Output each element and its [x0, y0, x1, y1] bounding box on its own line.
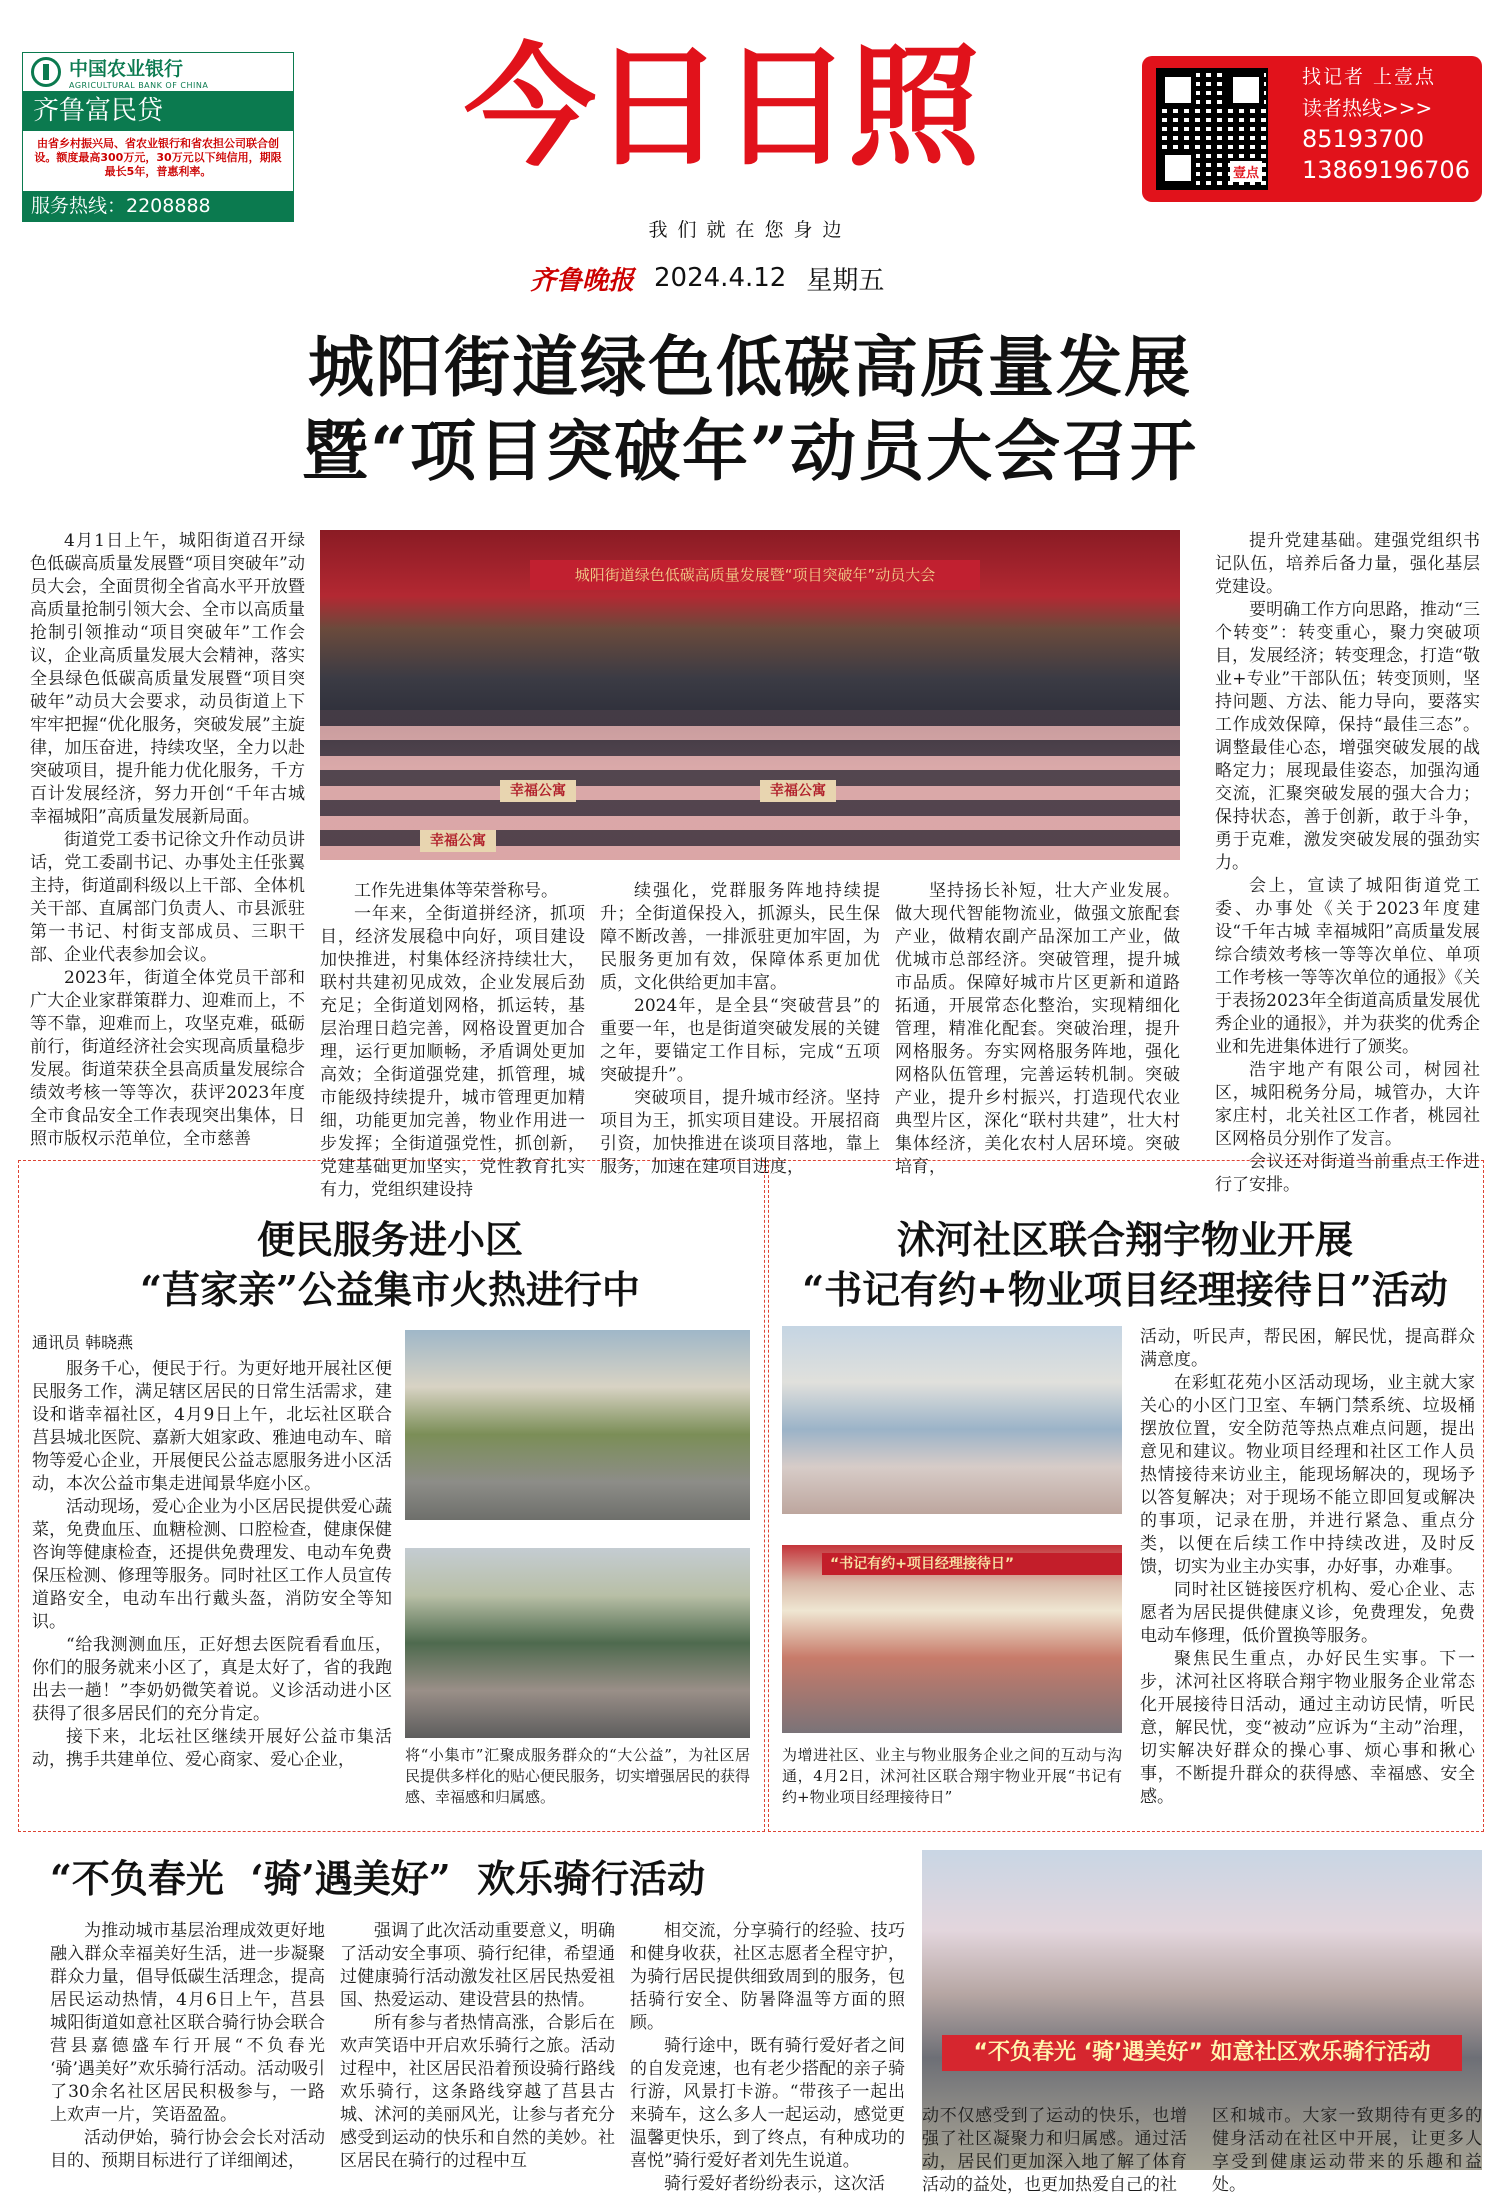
- paragraph: 活动现场，爱心企业为小区居民提供爱心蔬菜，免费血压、血糖检测、口腔检查，健康保健咨询等健康检查，还提供免费理发、电动车免费保压检测、修理等服务。同时社区工作人员宣传道路安全，电动车出行戴头盔，消防安全等知识。: [32, 1497, 392, 1632]
- paragraph: 4月1日上午，城阳街道召开绿色低碳高质量发展暨“项目突破年”动员大会，全面贯彻全省高水平开放暨高质量抢制引领大会、全市以高质量抢制引领推动“项目突破年”工作会议，企业高质量发展大会精神，落实全县绿色低碳高质量发展暨“项目突破年”动员大会要求，动员街道上下牢牢把握“优化服务，突破发展”主旋律，加压奋进，持续攻坚，全力以赴突破项目，提升能力优化服务，千方百计发展经济，努力开创“千年古城 幸福城阳”高质量发展新局面。: [30, 531, 305, 827]
- market-headline: [30, 1215, 750, 1315]
- bank-name-en: AGRICULTURAL BANK OF CHINA: [69, 81, 209, 90]
- paragraph: 坚持扬长补短，壮大产业发展。做大现代智能物流业，做强文旅配套产业，做精农副产品深加工产业，做优城市总部经济。突破管理，提升城市品质。保障好城市片区更新和道路拓通，开展常态化整治，实现精细化管理，精准化配套。突破治理，提升网格服务。夯实网格服务阵地，强化网格队伍管理，完善运转机制。突破产业，提升乡村振兴，打造现代农业典型片区，深化“联村共建”，壮大村集体经济，美化农村人居环境。突破培育，: [895, 881, 1180, 1177]
- seat-sign: 幸福公寓: [760, 780, 836, 802]
- bank-name-cn: 中国农业银行: [69, 58, 184, 80]
- paragraph: 续强化，党群服务阵地持续提升；全街道保投入，抓源头，民生保障不断改善，一排派驻更加牢固，为民服务更加有效，保障体系更加优质，文化供给更加丰富。: [600, 881, 880, 993]
- bank-advertisement: [22, 52, 294, 222]
- ride-photo-banner: “不负春光 ‘骑’遇美好” 如意社区欢乐骑行活动: [942, 2035, 1462, 2071]
- lead-column-1: [30, 530, 305, 1149]
- paragraph: 同时社区链接医疗机构、爱心企业、志愿者为居民提供健康义诊，免费理发，免费电动车修理，低价置换等服务。: [1140, 1580, 1475, 1646]
- issue-date: 2024.4.12: [654, 263, 787, 293]
- property-photo-1: [782, 1326, 1122, 1514]
- paragraph: 要明确工作方向思路，推动“三个转变”：转变重心，聚力突破项目，发展经济；转变理念，打造“敬业+专业”干部队伍；转变顶则，坚持问题、方法、能力导向，要落实工作成效保障，保持“最佳三态”。调整最佳心态，增强突破发展的战略定力；展现最佳姿态，加强沟通交流，汇聚突破发展的强大合力；保持状态，善于创新，敢于斗争，勇于克难，激发突破发展的强劲实力。: [1215, 600, 1480, 873]
- ride-column-1: [50, 1920, 325, 2185]
- paragraph: 为推动城市基层治理成效更好地融入群众幸福美好生活，进一步凝聚群众力量，倡导低碳生活理念，提高居民运动热情，4月6日上午，莒县城阳街道如意社区联合骑行协会联合营县嘉德盛车行开展“不负春光 ‘骑’遇美好”欢乐骑行活动。活动吸引了30余名社区居民积极参与，一路上欢声一片，笑语盈盈。: [50, 1921, 325, 2125]
- property-photo-2: [782, 1545, 1122, 1733]
- bank-ad-header: [23, 53, 293, 91]
- ride-column-2: [340, 1920, 615, 2185]
- hotline-number-2: 13869196706: [1302, 156, 1470, 184]
- market-headline-line2: “莒家亲”公益集市火热进行中: [140, 1267, 640, 1312]
- lead-headline-line1: 城阳街道绿色低碳高质量发展: [308, 328, 1192, 406]
- reader-hotline-box: [1142, 56, 1482, 202]
- paragraph: 骑行途中，既有骑行爱好者之间的自发竞速，也有老少搭配的亲子骑行游，风景打卡游。“带孩子一起出来骑车，这么多人一起运动，感觉更温馨更快乐，到了终点，有种成功的喜悦”骑行爱好者刘先生说道。: [630, 2036, 905, 2171]
- paragraph: 区和城市。大家一致期待有更多的健身活动在社区中开展，让更多人享受到健康运动带来的乐趣和益处。: [1212, 2106, 1482, 2195]
- hall-banner: 城阳街道绿色低碳高质量发展暨“项目突破年”动员大会: [530, 560, 980, 590]
- paragraph: 会上，宣读了城阳街道党工委、办事处《关于2023年度建设“千年古城 幸福城阳”高质量发展综合绩效考核一等等次单位、单项工作考核一等等次单位的通报》《关于表扬2023年全街道高质量发展优秀企业的通报》，并为获奖的优秀企业和先进集体进行了颁奖。: [1215, 876, 1480, 1057]
- qr-logo: 壹点: [1230, 161, 1262, 182]
- hotline-slogan: 找记者 上壹点: [1302, 66, 1437, 88]
- loan-product-name: 齐鲁富民贷: [23, 91, 293, 131]
- bank-hotline: 服务热线：2208888: [23, 191, 293, 221]
- hotline-number-1: 85193700: [1302, 125, 1425, 153]
- paragraph: 2024年，是全县“突破营县”的重要一年，也是街道突破发展的关键之年，要锚定工作目标，完成“五项突破提升”。: [600, 996, 880, 1085]
- market-headline-line1: 便民服务进小区: [256, 1217, 523, 1262]
- abc-logo-icon: [31, 57, 61, 87]
- paragraph: 活动，听民声，帮民困，解民忧，提高群众满意度。: [1140, 1327, 1475, 1370]
- lead-headline: [100, 325, 1400, 493]
- masthead-title: 今日日照: [464, 31, 976, 185]
- property-caption: 为增进社区、业主与物业服务企业之间的互动与沟通，4月2日，沭河社区联合翔宇物业开展“书记有约+物业项目经理接待日”: [782, 1746, 1122, 1806]
- newspaper-name: 齐鲁晚报: [530, 265, 635, 296]
- paragraph: 强调了此次活动重要意义，明确了活动安全事项、骑行纪律，希望通过健康骑行活动激发社区居民热爱祖国、热爱运动、建设营县的热情。: [340, 1921, 615, 2010]
- property-photo-banner: “书记有约+项目经理接待日”: [822, 1553, 1122, 1575]
- ride-headline: “不负春光 ‘骑’遇美好” 欢乐骑行活动: [50, 1856, 706, 1901]
- paragraph: 接下来，北坛社区继续开展好公益市集活动，携手共建单位、爱心商家、爱心企业，: [32, 1727, 392, 1770]
- market-photo-2: [405, 1548, 750, 1738]
- market-column: [32, 1358, 392, 1813]
- ride-column-4: [922, 2105, 1187, 2197]
- masthead-slogan: 我们就在您身边: [648, 219, 852, 241]
- paragraph: 动不仅感受到了运动的快乐，也增强了社区凝聚力和归属感。通过活动，居民们更加深入地了解了体育活动的益处，也更加热爱自己的社: [922, 2106, 1187, 2195]
- property-headline-line2: “书记有约+物业项目经理接待日”活动: [802, 1267, 1448, 1312]
- paragraph: 突破项目，提升城市经济。坚持项目为王，抓实项目建设。开展招商引资，加快推进在谈项目落地，靠上服务，加速在建项目进度，: [600, 1088, 880, 1177]
- paragraph: 2023年，街道全体党员干部和广大企业家群策群力、迎难而上，不等不靠，迎难而上，攻坚克难，砥砺前行，街道经济社会实现高质量稳步发展。街道荣获全县高质量发展综合绩效考核一等等次，获评2023年度全市食品安全工作表现突出集体，日照市版权示范单位，全市慈善: [30, 968, 305, 1149]
- lead-column-3: [600, 880, 880, 1177]
- lead-column-4: [895, 880, 1180, 1177]
- bank-name: [69, 54, 208, 90]
- paragraph: 聚焦民生重点，办好民生实事。下一步，沭河社区将联合翔宇物业服务企业常态化开展接待日活动，通过主动访民情，听民意，解民忧，变“被动”应诉为“主动”治理，切实解决好群众的操心事、烦心事和揪心事，不断提升群众的获得感、幸福感、安全感。: [1140, 1649, 1475, 1807]
- paragraph: 工作先进集体等荣誉称号。: [354, 881, 558, 901]
- property-headline: [775, 1215, 1475, 1315]
- property-headline-line1: 沭河社区联合翔宇物业开展: [896, 1217, 1353, 1262]
- paragraph: 相交流，分享骑行的经验、技巧和健身收获，社区志愿者全程守护，为骑行居民提供细致周到的服务，包括骑行安全、防暑降温等方面的照顾。: [630, 1921, 905, 2033]
- paragraph: 提升党建基础。建强党组织书记队伍，培养后备力量，强化基层党建设。: [1215, 531, 1480, 597]
- paragraph: 服务千心，便民于行。为更好地开展社区便民服务工作，满足辖区居民的日常生活需求，建设和谐幸福社区，4月9日上午，北坛社区联合莒县城北医院、嘉新大姐家政、雅迪电动车、暗物等爱心企业，开展便民公益志愿服务进小区活动，本次公益市集走进闻景华庭小区。: [32, 1359, 392, 1494]
- property-column: [1140, 1326, 1475, 1816]
- lead-headline-line2: 暨“项目突破年”动员大会召开: [302, 412, 1198, 490]
- hotline-text: [1302, 62, 1470, 186]
- ride-column-3: [630, 1920, 905, 2194]
- market-photo-1: [405, 1330, 750, 1520]
- ride-column-5: [1212, 2105, 1482, 2197]
- dateline: [530, 258, 1010, 298]
- paragraph: “给我测测血压，正好想去医院看看血压，你们的服务就来小区了，真是太好了，省的我跑出去一趟！”李奶奶微笑着说。义诊活动进小区获得了很多居民们的充分肯定。: [32, 1635, 392, 1724]
- paragraph: 会议还对街道当前重点工作进行了安排。: [1215, 1152, 1480, 1195]
- meeting-hall-photo: [320, 530, 1180, 860]
- qr-code-icon: [1156, 68, 1268, 190]
- paragraph: 一年来，全街道拼经济，抓项目，经济发展稳中向好，项目建设加快推进，村集体经济持续壮大，联村共建初见成效，企业发展后劲充足；全街道划网格，抓运转，基层治理日趋完善，网格设置更加合理，运行更加顺畅，矛盾调处更加高效；全街道强党建，抓管理，城市能级持续提升，城市管理更加精细，功能更加完善，物业作用进一步发挥；全街道强党性，抓创新，党建基础更加坚实，党性教育扎实有力，党组织建设持: [320, 904, 585, 1200]
- market-caption: 将“小集市”汇聚成服务群众的“大公益”，为社区居民提供多样化的贴心便民服务，切实增强居民的获得感、幸福感和归属感。: [405, 1746, 751, 1806]
- issue-weekday: 星期五: [806, 265, 885, 296]
- paragraph: 街道党工委书记徐文升作动员讲话，党工委副书记、办事处主任张翼主持，街道副科级以上干部、全体机关干部、直属部门负责人、市县派驻第一书记、村街支部成员、三职干部、企业代表参加会议。: [30, 830, 305, 965]
- seat-sign: 幸福公寓: [500, 780, 576, 802]
- market-byline: 通讯员 韩晓燕: [32, 1333, 134, 1352]
- seat-sign: 幸福公寓: [420, 830, 496, 852]
- paragraph: 活动伊始，骑行协会会长对活动目的、预期目标进行了详细阐述，: [50, 2128, 325, 2171]
- paragraph: 浩宇地产有限公司，树园社区，城阳税务分局，城管办，大许家庄村，北关社区工作者，桃园社区网格员分别作了发言。: [1215, 1060, 1480, 1149]
- hotline-label: 读者热线>>>: [1302, 96, 1433, 120]
- lead-column-2: [320, 880, 585, 1200]
- lead-column-5: [1215, 530, 1480, 1195]
- paragraph: 骑行爱好者纷纷表示，这次活: [664, 2174, 885, 2194]
- loan-product-desc: 由省乡村振兴局、省农业银行和省农担公司联合创设。额度最高300万元，30万元以下纯信用，期限最长5年，普惠利率。: [34, 137, 282, 178]
- paragraph: 所有参与者热情高涨，合影后在欢声笑语中开启欢乐骑行之旅。活动过程中，社区居民沿着预设骑行路线欢乐骑行，这条路线穿越了莒县古城、沭河的美丽风光，让参与者充分感受到运动的快乐和自然的美妙。社区居民在骑行的过程中互: [340, 2013, 615, 2171]
- paragraph: 在彩虹花苑小区活动现场，业主就大家关心的小区门卫室、车辆门禁系统、垃圾桶摆放位置，安全防范等热点难点问题，提出意见和建议。物业项目经理和社区工作人员热情接待来访业主，能现场解决的，现场予以答复解决；对于现场不能立即回复或解决的事项，记录在册，并进行紧急、重点分类，以便在后续工作中持续改进，及时反馈，切实为业主办实事，办好事，办难事。: [1140, 1373, 1475, 1577]
